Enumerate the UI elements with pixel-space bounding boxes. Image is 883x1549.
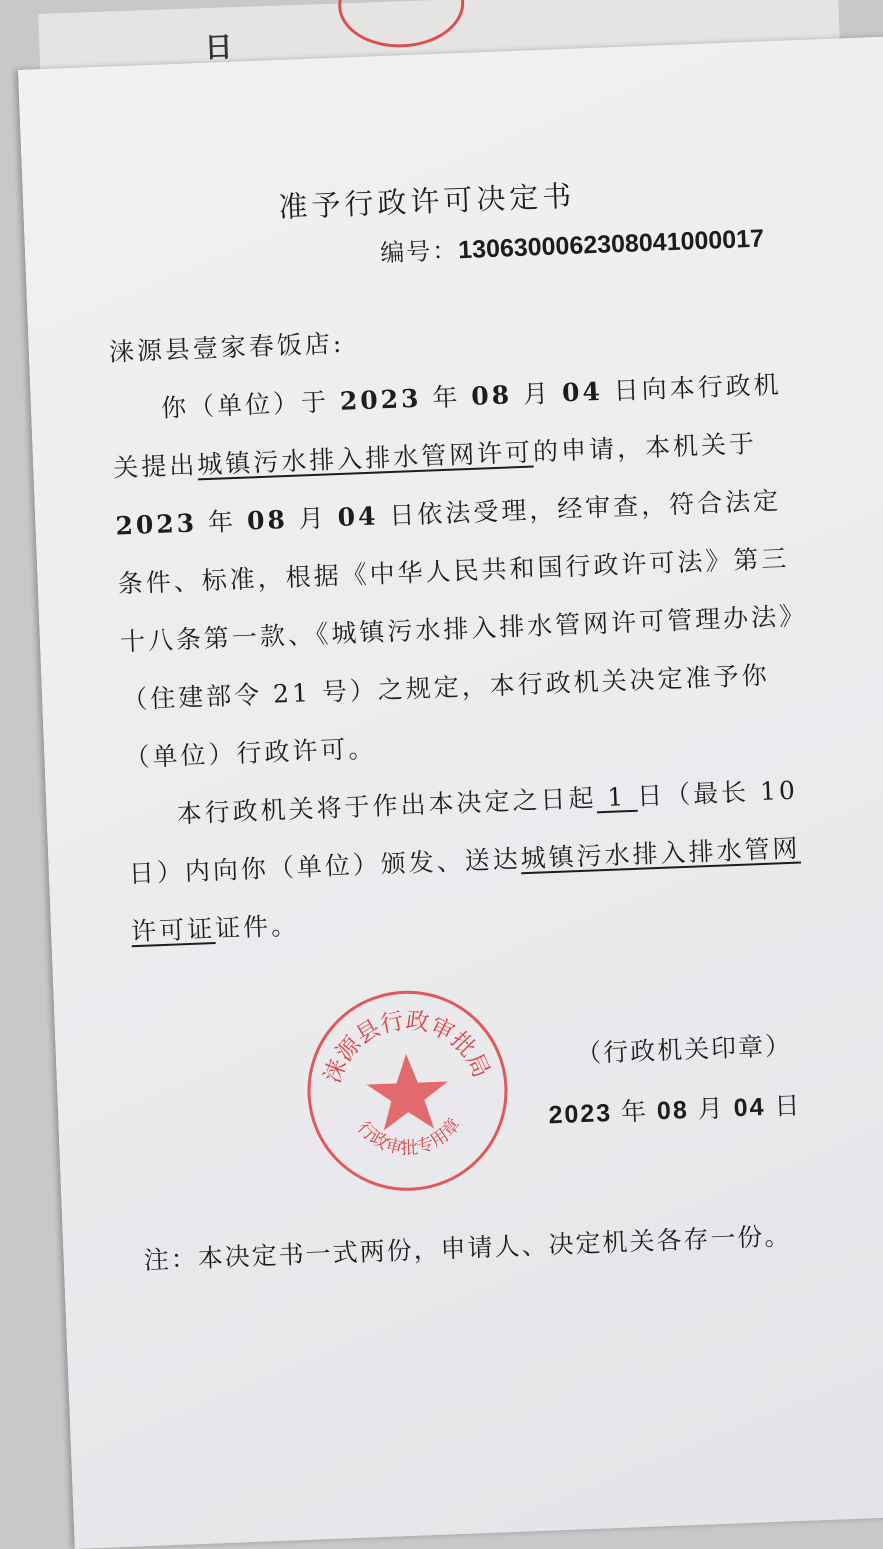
- text: 本行政机关将于作出本决定之日起: [176, 783, 597, 829]
- document-body: [108, 297, 822, 961]
- recipient: 涞源县壹家春饭店:: [108, 328, 345, 367]
- number-value: 1306300062308041000017: [457, 224, 765, 265]
- signature-area: [133, 964, 841, 1211]
- background-stamp: [337, 0, 466, 49]
- seal-star-icon: [365, 1052, 449, 1131]
- month: 08: [246, 504, 289, 536]
- text: 证件。: [214, 910, 300, 944]
- text: 月: [298, 503, 328, 534]
- background-char: 日: [204, 30, 234, 65]
- text: 日向本行政机关提出: [112, 369, 783, 483]
- day: 04: [733, 1093, 766, 1123]
- days-blank: [596, 782, 638, 813]
- month: 08: [656, 1096, 690, 1126]
- document-page: [18, 36, 883, 1549]
- text: 年: [431, 382, 461, 413]
- number-label: 编号：: [379, 236, 459, 268]
- text: 日: [773, 1090, 802, 1121]
- text: 年: [207, 506, 237, 538]
- text: 年: [620, 1096, 649, 1127]
- issue-date: [548, 1086, 802, 1136]
- signature-text: [545, 1026, 802, 1136]
- seal-label: （行政机关印章）: [575, 1031, 793, 1069]
- year: 2023: [115, 508, 198, 541]
- day: 04: [337, 501, 379, 533]
- official-seal: [304, 987, 512, 1195]
- year: 2023: [547, 1098, 613, 1130]
- paragraph-2: [126, 761, 822, 961]
- permit-item: 城镇污水排入排水管网许可: [196, 437, 534, 480]
- month: 08: [470, 380, 513, 411]
- text: 的申请，本机关于: [532, 428, 758, 467]
- days: 1: [606, 782, 627, 812]
- text: 日（最长 10 日）内向你（单位）颁发、送达: [128, 775, 799, 889]
- paragraph-1: [110, 355, 815, 787]
- text: 月: [697, 1093, 726, 1124]
- footnote: 注：本决定书一式两份，申请人、决定机关各存一份。: [143, 1221, 792, 1276]
- text: 你（单位）于: [160, 387, 330, 423]
- seal-bottom-text: 行政审批专用章: [353, 1114, 465, 1160]
- year: 2023: [339, 383, 423, 416]
- seal-top-text: 涞源县行政审批局: [318, 1006, 495, 1087]
- text: 月: [522, 378, 552, 409]
- document-title: 准予行政许可决定书: [277, 178, 576, 225]
- text: 日依法受理，经审查，符合法定条件、标准，根据《中华人民共和国行政许可法》第三十八条第一款、《城镇污水排入排水管网许可管理办法》（住建部令 21 号）之规定，本行政机关决定准予你（单位）行政许可。: [117, 486, 808, 773]
- certificate-name: 城镇污水排入排水管网许可证: [130, 833, 802, 947]
- day: 04: [561, 376, 604, 408]
- document-number: [380, 217, 806, 273]
